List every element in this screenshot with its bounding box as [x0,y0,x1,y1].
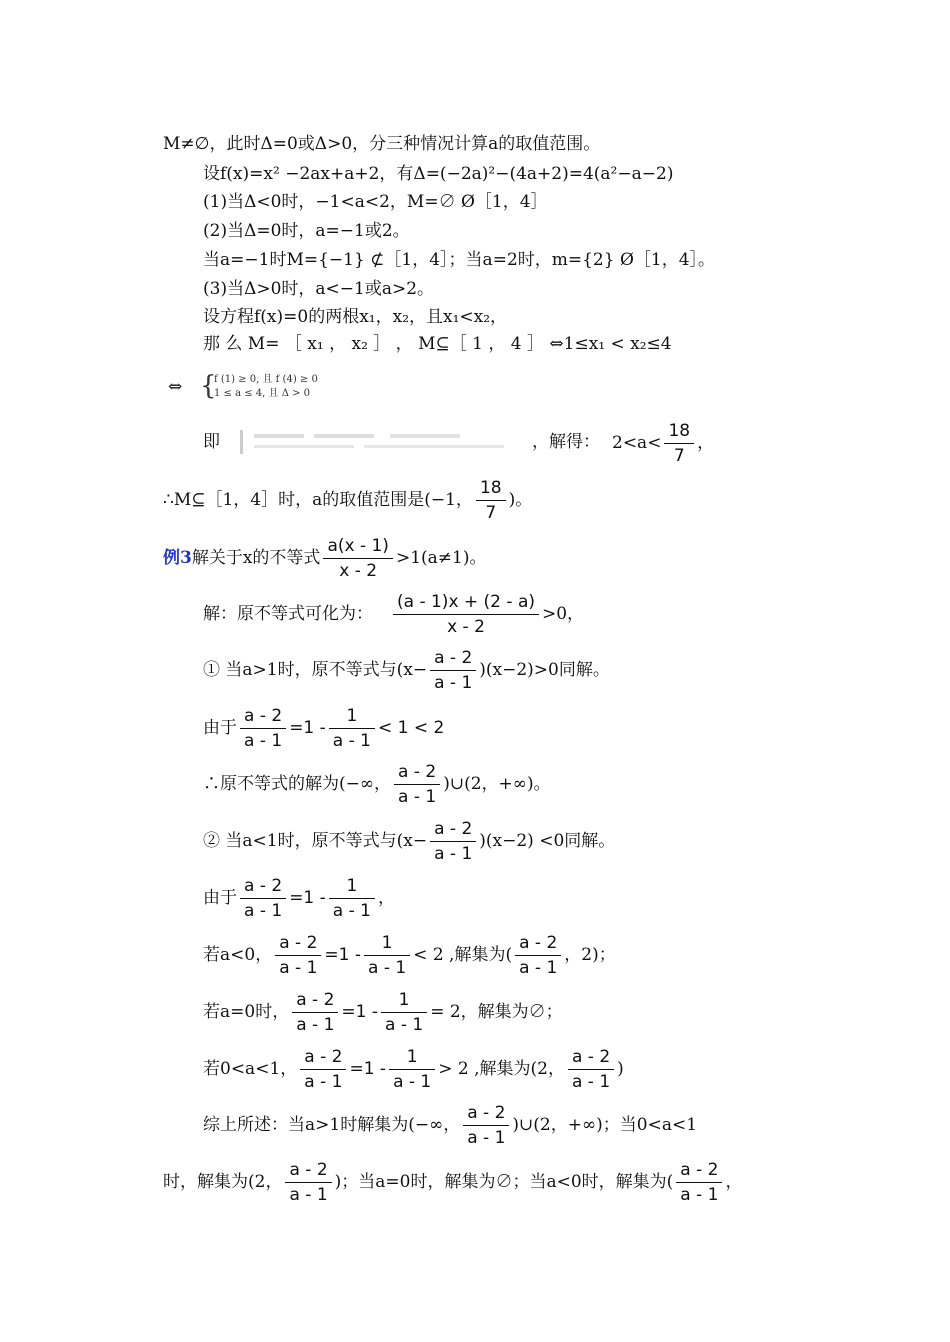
solution-line-6: 由于 $\frac{a - 2}{a - 1}$ =1 - $\frac{1}{a - 1}$ ， [203,876,395,921]
solution-line-11: 时，解集为(2， $\frac{a - 2}{a - 1}$ )；当a=0时，解集为∅；当a<0时，解集为( $\frac{a - 2}{a - 1}$ ， [163,1160,743,1205]
solution-line-5: ② 当a<1时，原不等式与(x− $\frac{a - 2}{a - 1}$ )(x−2) <0同解。 [203,819,616,864]
cases-line-1: f (1) ≥ 0, 且 f (4) ≥ 0 [214,374,318,385]
text-line-1: M≠∅，此时Δ=0或Δ>0，分三种情况计算a的取值范围。 [163,134,601,154]
example-label: 例3 [163,548,192,568]
text-line-4: (2)当Δ=0时，a=−1或2。 [203,221,410,241]
solution-line-8: 若a=0时， $\frac{a - 2}{a - 1}$ =1 - $\frac{1}{a - 1}$ = 2，解集为∅； [203,990,563,1035]
text-line-3: (1)当Δ<0时，−1<a<2，M=∅ Ø［1，4］ [203,192,548,212]
text-line-11: ∴M⊆［1，4］时，a的取值范围是(−1， $\frac{18}{7}$ )。 [163,478,533,523]
text-line-6: (3)当Δ>0时，a<−1或a>2。 [203,279,435,299]
equiv-symbol: ⇔ [168,377,183,397]
solution-line-2: ① 当a>1时，原不等式与(x− $\frac{a - 2}{a - 1}$ )(x−2)>0同解。 [203,648,610,693]
text-line-10a: 即 [203,432,220,452]
cases-line-2: 1 ≤ a ≤ 4, 且 Δ > 0 [214,388,311,399]
fraction-18-7-b: $\frac{18}{7}$ [476,478,506,523]
text-line-10b: ，解得： [532,432,600,452]
text-line-10c: 2<a< $\frac{18}{7}$ ， [612,421,715,466]
text-line-2: 设f(x)=x² −2ax+a+2，有Δ=(−2a)²−(4a+2)=4(a²−a−2) [203,164,674,184]
text-line-8: 那 么 M= ［ x₁ ， x₂ ］ ， M⊆［ 1 ， 4 ］ ⇔1≤x₁ < x₂≤4 [203,334,672,354]
solution-line-9: 若0<a<1， $\frac{a - 2}{a - 1}$ =1 - $\frac{1}{a - 1}$ > 2 ,解集为(2， $\frac{a - 2}{a - 1}$ ) [203,1047,624,1092]
example-3-line: 例3解关于x的不等式 $\frac{a(x - 1)}{x - 2}$ >1(a≠1)。 [163,536,487,581]
text-line-7: 设方程f(x)=0的两根x₁，x₂，且x₁<x₂， [203,307,508,327]
solution-line-10: 综上所述：当a>1时解集为(−∞， $\frac{a - 2}{a - 1}$ )∪(2，+∞)；当0<a<1 [203,1103,698,1148]
solution-line-4: ∴原不等式的解为(−∞， $\frac{a - 2}{a - 1}$ )∪(2，+∞)。 [203,762,551,807]
solution-line-3: 由于 $\frac{a - 2}{a - 1}$ =1 - $\frac{1}{a - 1}$ < 1 < 2 [203,706,445,751]
fraction-18-7: $\frac{18}{7}$ [664,421,694,466]
case-brace: { [200,371,217,401]
text-line-5: 当a=−1时M={−1} ⊄［1，4］；当a=2时，m={2} Ø［1，4］。 [203,250,716,270]
solution-line-7: 若a<0， $\frac{a - 2}{a - 1}$ =1 - $\frac{1}{a - 1}$ < 2 ,解集为( $\frac{a - 2}{a - 1}$ ，2)； [203,933,616,978]
fraction-inequality: $\frac{a(x - 1)}{x - 2}$ [323,536,393,581]
blurred-equation-image [240,428,525,456]
solution-line-1: 解：原不等式可化为： $\frac{(a - 1)x + (2 - a)}{x - 2}$ >0， [203,592,585,637]
